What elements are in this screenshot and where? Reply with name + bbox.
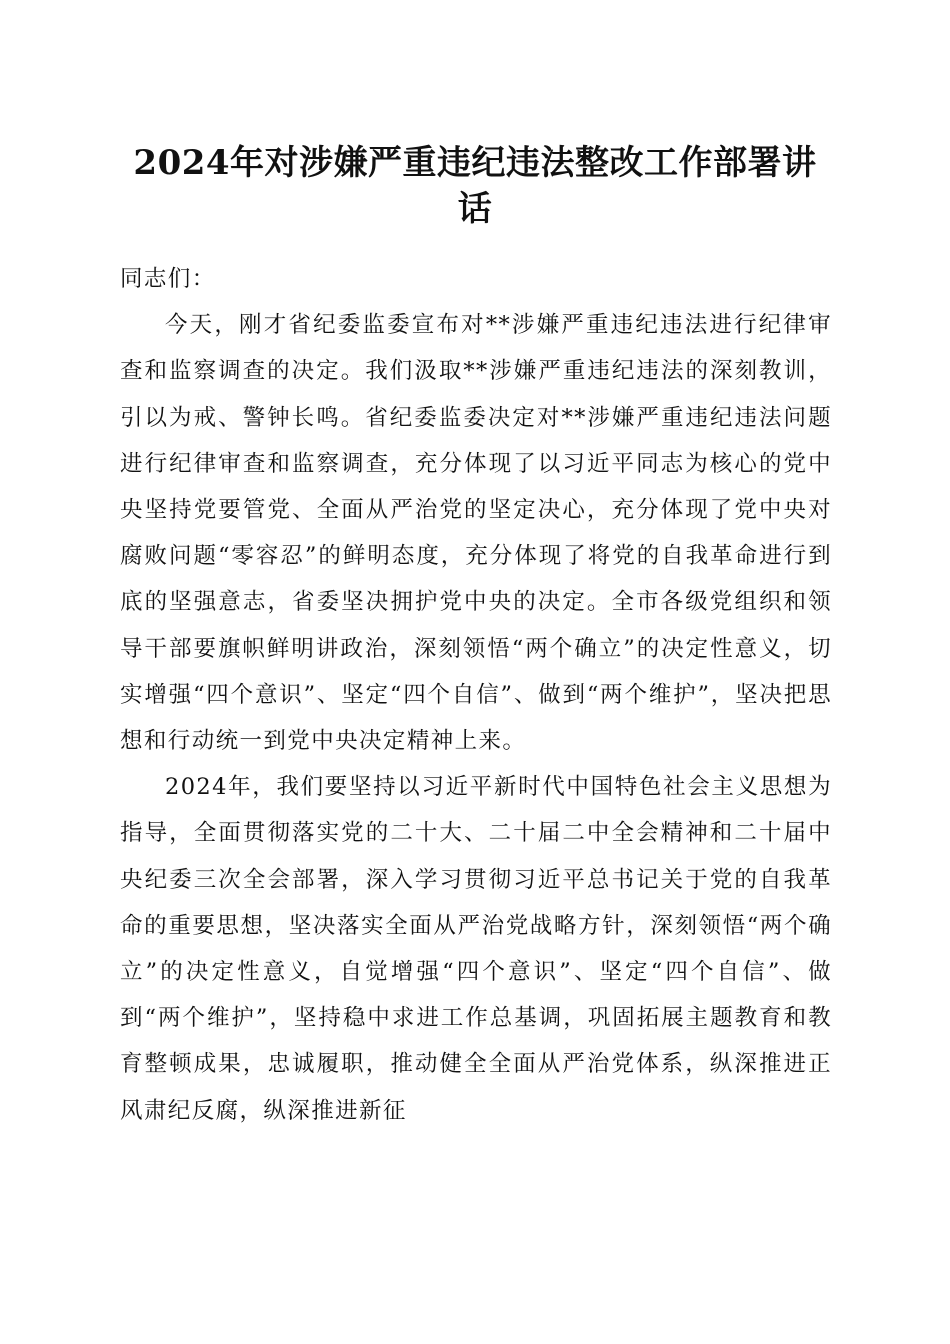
paragraph-2: 2024年，我们要坚持以习近平新时代中国特色社会主义思想为指导，全面贯彻落实党的二十大、二十届二中全会精神和二十届中央纪委三次全会部署，深入学习贯彻习近平总书记关于党的自我革命的重要思想，坚决落实全面从严治党战略方针，深刻领悟“两个确立”的决定性意义，自觉增强“四个意识”、坚定“四个自信”、做到“两个维护”，坚持稳中求进工作总基调，巩固拓展主题教育和教育整顿成果，忠诚履职，推动健全全面从严治党体系，纵深推进正风肃纪反腐，纵深推进新征 <box>120 774 832 1124</box>
paragraph-1: 今天，刚才省纪委监委宣布对**涉嫌严重违纪违法进行纪律审查和监察调查的决定。我们汲取**涉嫌严重违纪违法的深刻教训，引以为戒、警钟长鸣。省纪委监委决定对**涉嫌严重违纪违法问题进行纪律审查和监察调查，充分体现了以习近平同志为核心的党中央坚持党要管党、全面从严治党的坚定决心，充分体现了党中央对腐败问题“零容忍”的鲜明态度，充分体现了将党的自我革命进行到底的坚强意志，省委坚决拥护党中央的决定。全市各级党组织和领导干部要旗帜鲜明讲政治，深刻领悟“两个确立”的决定性意义，切实增强“四个意识”、坚定“四个自信”、做到“两个维护”，坚决把思想和行动统一到党中央决定精神上来。 <box>120 312 832 755</box>
document-body <box>120 256 832 1134</box>
salutation: 同志们： <box>120 266 216 292</box>
document-title: 2024年对涉嫌严重违纪违法整改工作部署讲话 <box>133 143 817 229</box>
